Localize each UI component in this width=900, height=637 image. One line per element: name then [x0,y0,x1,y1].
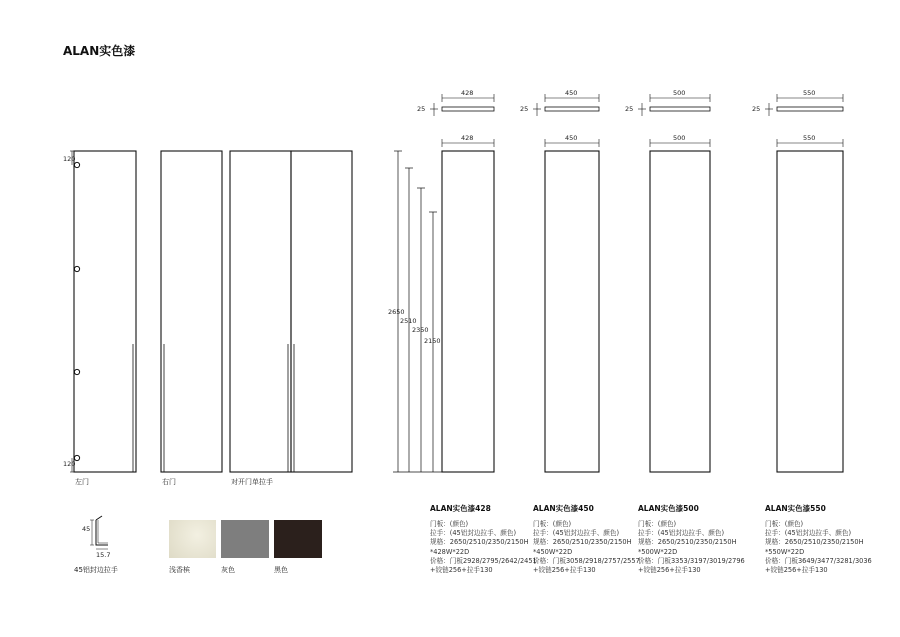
color-swatch-champagne [169,520,216,558]
plan-width-label: 428 [461,89,474,97]
door-top-gap-label: 120 [63,155,76,163]
product-panel [545,151,599,472]
spec-line: 规格：2650/2510/2350/2150H [638,538,737,547]
page-title: ALAN实色漆 [63,44,136,58]
panel-width-label: 500 [673,134,686,142]
product-name: ALAN实色漆450 [533,504,594,513]
profile-caption: 45铝封边拉手 [74,566,118,574]
color-name: 浅香槟 [169,566,190,574]
panel-width-label: 450 [565,134,578,142]
panel-width-label: 428 [461,134,474,142]
spec-line: 拉手：(45铝封边拉手、颜色) [430,529,517,538]
spec-line: 价格：门板2928/2795/2642/2451 [430,556,537,565]
hinge-icon [74,162,79,167]
spec-line: +铰链256+拉手130 [638,566,701,575]
product-panel [777,151,843,472]
door-caption-right: 右门 [162,478,176,486]
product-spec [638,520,745,575]
profile-depth-label: 15.7 [96,551,111,559]
spec-line: *500W*22D [638,547,678,556]
door-caption-left: 左门 [75,478,89,486]
spec-line: 价格：门板3058/2918/2757/2557 [533,556,640,565]
plan-width-label: 500 [673,89,686,97]
plan-view-bar [777,107,843,111]
color-swatch-grey [221,520,269,558]
spec-line: 门板：(颜色) [638,520,677,528]
product-name: ALAN实色漆500 [638,504,699,513]
color-name: 黑色 [274,566,288,574]
product-spec [533,520,640,575]
product-name: ALAN实色漆550 [765,504,826,513]
product-panel [650,151,710,472]
thickness-label: 25 [520,105,529,113]
product-name: ALAN实色漆428 [430,504,491,513]
spec-line: 拉手：(45铝封边拉手、颜色) [765,529,852,538]
door-caption-double: 对开门单拉手 [231,478,273,486]
product-spec [430,520,537,575]
color-swatch-black [274,520,322,558]
spec-line: 规格：2650/2510/2350/2150H [430,538,529,547]
spec-line: *550W*22D [765,547,805,556]
right-door-drawing [161,151,222,472]
spec-line: 价格：门板3353/3197/3019/2796 [638,556,745,565]
thickness-label: 25 [752,105,761,113]
hinge-icon [74,266,79,271]
spec-line: *450W*22D [533,547,573,556]
height-label: 2350 [412,326,429,334]
height-label: 2650 [388,308,405,316]
plan-view-bar [650,107,710,111]
panel-width-label: 550 [803,134,816,142]
spec-line: +铰链256+拉手130 [765,566,828,575]
height-label: 2150 [424,337,441,345]
product-panel [442,151,494,472]
thickness-label: 25 [625,105,634,113]
spec-line: 门板：(颜色) [430,520,469,528]
spec-line: 门板：(颜色) [533,520,572,528]
product-panels [430,94,843,472]
spec-line: *428W*22D [430,547,470,556]
thickness-label: 25 [417,105,426,113]
handle-profile-drawing [90,516,108,549]
spec-line: 门板：(颜色) [765,520,804,528]
double-door-drawing [230,151,352,472]
plan-width-label: 550 [803,89,816,97]
spec-line: 拉手：(45铝封边拉手、颜色) [533,529,620,538]
color-name: 灰色 [221,566,235,574]
spec-line: 规格：2650/2510/2350/2150H [533,538,632,547]
spec-line: 拉手：(45铝封边拉手、颜色) [638,529,725,538]
height-label: 2510 [400,317,417,325]
door-bottom-gap-label: 120 [63,460,76,468]
plan-view-bar [442,107,494,111]
spec-line: +铰链256+拉手130 [430,566,493,575]
spec-line: 规格：2650/2510/2350/2150H [765,538,864,547]
left-door-drawing [70,151,136,472]
spec-line: +铰链256+拉手130 [533,566,596,575]
spec-line: 价格：门板3649/3477/3281/3036 [765,556,872,565]
hinge-icon [74,369,79,374]
profile-height-label: 45 [82,525,91,533]
plan-width-label: 450 [565,89,578,97]
product-spec [765,520,872,575]
plan-view-bar [545,107,599,111]
